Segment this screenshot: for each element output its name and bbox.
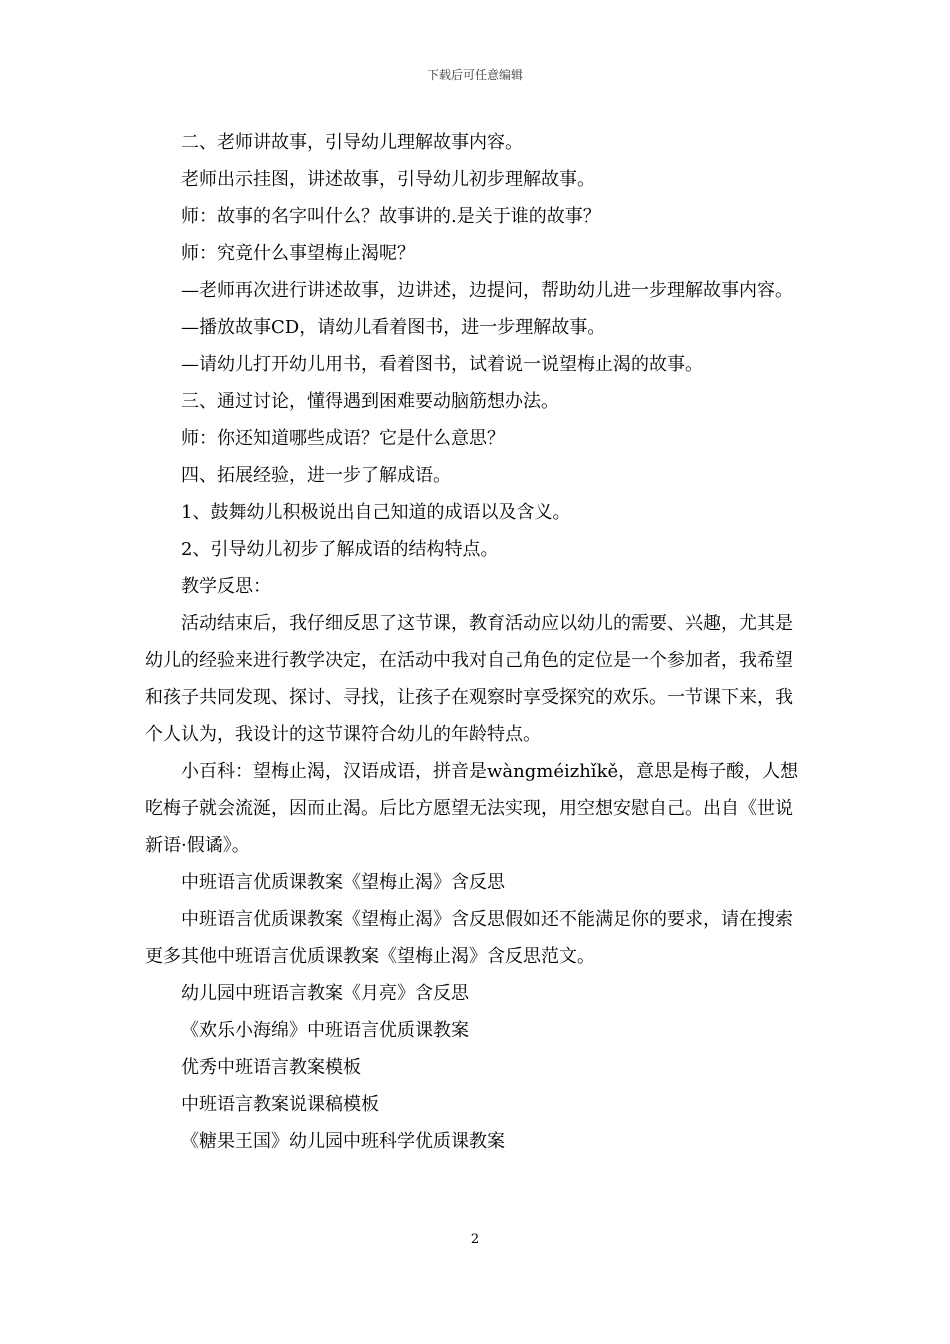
related-link: 中班语言教案说课稿模板 [181,1094,379,1115]
related-link: 《糖果王国》幼儿园中班科学优质课教案 [181,1131,505,1152]
body-paragraph: —请幼儿打开幼儿用书，看着图书，试着说一说望梅止渴的故事。 [181,354,703,375]
body-paragraph: —播放故事CD，请幼儿看着图书，进一步理解故事。 [181,317,606,338]
list-item: 1、鼓舞幼儿积极说出自己知道的成语以及含义。 [181,502,571,523]
related-link: 幼儿园中班语言教案《月亮》含反思 [181,983,469,1004]
section-heading-3: 三、通过讨论，懂得遇到困难要动脑筋想办法。 [181,391,559,412]
encyclopedia-paragraph: 小百科：望梅止渴，汉语成语，拼音是wàngméizhǐkě，意思是梅子酸，人想吃梅子就会流涎，因而止渴。后比方愿望无法实现，用空想安慰自己。出自《世说新语·假谲》。 [145,761,799,856]
body-paragraph: 师：究竟什么事望梅止渴呢？ [181,243,415,264]
body-paragraph: 师：你还知道哪些成语？它是什么意思？ [181,428,505,449]
related-title: 中班语言优质课教案《望梅止渴》含反思 [181,872,505,893]
related-link: 优秀中班语言教案模板 [181,1057,361,1078]
related-link: 《欢乐小海绵》中班语言优质课教案 [181,1020,469,1041]
related-note: 中班语言优质课教案《望梅止渴》含反思假如还不能满足你的要求，请在搜索更多其他中班语言优质课教案《望梅止渴》含反思范文。 [145,909,793,967]
page-header: 下载后可任意编辑 [426,68,523,82]
reflection-paragraph: 活动结束后，我仔细反思了这节课，教育活动应以幼儿的需要、兴趣，尤其是幼儿的经验来进行教学决定，在活动中我对自己角色的定位是一个参加者，我希望和孩子共同发现、探讨、寻找，让孩子在观察时享受探究的欢乐。一节课下来，我个人认为，我设计的这节课符合幼儿的年龄特点。 [145,613,793,745]
reflection-heading: 教学反思： [181,576,271,597]
section-heading-2: 二、老师讲故事，引导幼儿理解故事内容。 [181,132,523,153]
section-heading-4: 四、拓展经验，进一步了解成语。 [181,465,451,486]
body-paragraph: 师：故事的名字叫什么？故事讲的.是关于谁的故事？ [181,206,601,227]
list-item: 2、引导幼儿初步了解成语的结构特点。 [181,539,499,560]
document-body [145,124,807,1160]
page-number: 2 [470,1232,480,1247]
body-paragraph: —老师再次进行讲述故事，边讲述，边提问，帮助幼儿进一步理解故事内容。 [181,280,793,301]
body-paragraph: 老师出示挂图，讲述故事，引导幼儿初步理解故事。 [181,169,595,190]
